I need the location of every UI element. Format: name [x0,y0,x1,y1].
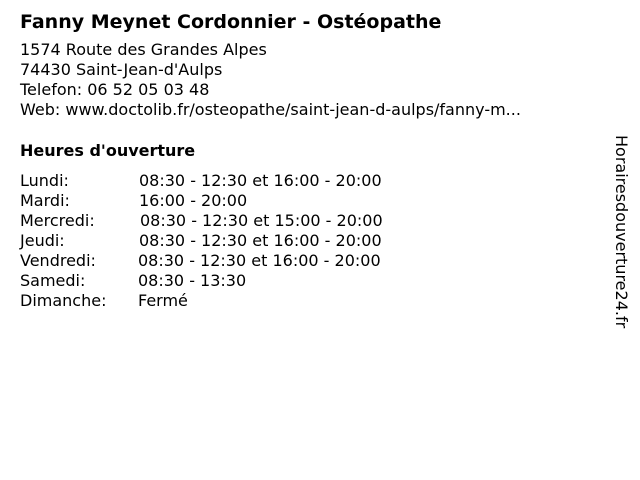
hours-row-monday [20,171,600,191]
day-label: Jeudi: [20,231,65,250]
hours-row-sunday [20,291,600,311]
opening-time: 16:00 - 20:00 [139,191,248,210]
hours-row-tuesday [20,191,600,211]
hours-row-wednesday [20,211,600,231]
opening-time: 08:30 - 12:30 et 16:00 - 20:00 [139,231,382,250]
web-line [20,100,600,120]
hours-row-saturday [20,271,600,291]
site-watermark: Horairesdouverture24.fr [612,135,631,329]
business-name: Fanny Meynet Cordonnier - Ostéopathe [20,11,442,33]
day-label: Lundi: [20,171,69,190]
address-line-1: 1574 Route des Grandes Alpes [20,40,267,59]
phone-number[interactable]: 06 52 05 03 48 [87,80,210,99]
opening-time: 08:30 - 12:30 et 15:00 - 20:00 [140,211,383,230]
hours-table [20,171,600,311]
opening-time: 08:30 - 13:30 [138,271,247,290]
hours-row-thursday [20,231,600,251]
hours-heading: Heures d'ouverture [20,141,196,160]
hours-row-friday [20,251,600,271]
web-link[interactable]: www.doctolib.fr/osteopathe/saint-jean-d-aulps/fanny-m... [65,100,521,119]
phone-label: Telefon: [20,80,83,99]
day-label: Vendredi: [20,251,96,270]
opening-time: 08:30 - 12:30 et 16:00 - 20:00 [138,251,381,270]
day-label: Mardi: [20,191,70,210]
business-card [20,8,600,311]
day-label: Samedi: [20,271,86,290]
web-label: Web: [20,100,61,119]
opening-time: Fermé [138,291,188,310]
phone-line [20,80,600,100]
address-line-2: 74430 Saint-Jean-d'Aulps [20,60,223,79]
opening-time: 08:30 - 12:30 et 16:00 - 20:00 [139,171,382,190]
day-label: Mercredi: [20,211,95,230]
day-label: Dimanche: [20,291,107,310]
